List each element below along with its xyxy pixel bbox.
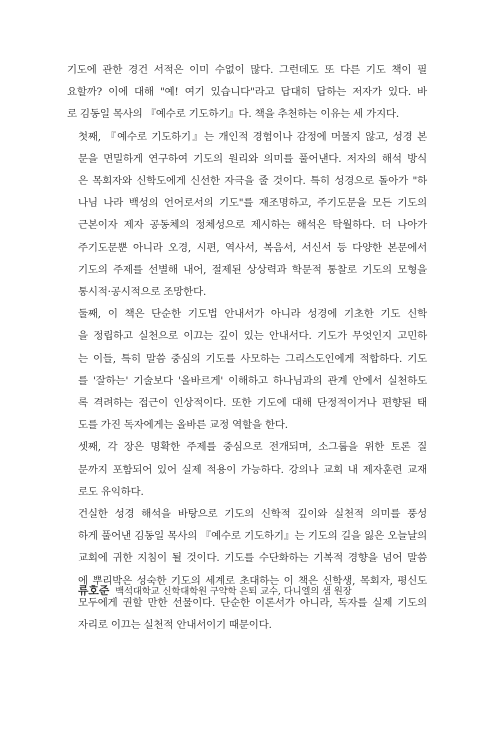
text-line: 모두에게 권할 만한 선물이다. 단순한 이론서가 아니라, 독자를 실제 기도의 [78, 596, 427, 609]
text-line: 건실한 성경 해석을 바탕으로 기도의 신학적 깊이와 실천적 의미를 풍성 [78, 508, 427, 521]
text-line: 를 '잘하는' 기술보다 '올바르게' 이해하고 하나님과의 관계 안에서 실천하도 [78, 374, 427, 387]
endorser-name: 류호준 [78, 584, 110, 597]
text-line: 문까지 포함되어 있어 실제 적용이 가능하다. 강의나 교회 내 제자훈련 교재 [78, 463, 427, 476]
paragraph [67, 436, 427, 503]
text-line: 교회에 귀한 지침이 될 것이다. 기도를 수단화하는 기복적 경향을 넘어 말씀 [78, 552, 427, 565]
text-line: 도를 가진 독자에게는 올바른 교정 역할을 한다. [78, 419, 288, 432]
text-line: 록 격려하는 접근이 인상적이다. 또한 기도에 대해 단정적이거나 편향된 태 [78, 397, 427, 410]
text-line: 은 목회자와 신학도에게 신선한 자극을 줄 것이다. 특히 성경으로 돌아가 "하 [78, 175, 427, 188]
endorser-signature [67, 579, 432, 598]
endorsement-text [67, 59, 427, 636]
text-line: 에 뿌리박은 성숙한 기도의 세계로 초대하는 이 책은 신학생, 목회자, 평신도 [78, 574, 427, 587]
text-line: 로도 유익하다. [78, 485, 144, 498]
paragraph [67, 59, 427, 126]
text-line: 둘째, 이 책은 단순한 기도법 안내서가 아니라 성경에 기초한 기도 신학 [78, 308, 427, 321]
text-line: 을 정립하고 실천으로 이끄는 깊이 있는 안내서다. 기도가 무엇인지 고민하 [78, 330, 427, 343]
paragraph [67, 503, 427, 636]
endorser-title: 백석대학교 신학대학원 구약학 은퇴 교수, 다니엘의 샘 원장 [115, 586, 352, 597]
text-line: 기도에 관한 경건 서적은 이미 수없이 많다. 그런데도 또 다른 기도 책이 필 [67, 64, 427, 76]
text-line: 로 김동일 목사의 『예수로 기도하기』다. 책을 추천하는 이유는 세 가지다. [67, 108, 400, 121]
text-line: 는 이들, 특히 말씀 중심의 기도를 사모하는 그리스도인에게 적합하다. 기도 [78, 352, 427, 365]
text-line: 첫째, 『예수로 기도하기』는 개인적 경험이나 감정에 머물지 않고, 성경 본 [78, 130, 427, 143]
text-line: 하게 풀어낸 김동일 목사의 『예수로 기도하기』는 기도의 길을 잃은 오늘날의 [78, 530, 427, 543]
text-line: 기도의 주제를 선별해 내어, 절제된 상상력과 학문적 통찰로 기도의 모형을 [78, 263, 427, 276]
text-line: 문을 면밀하게 연구하여 기도의 원리와 의미를 풀어낸다. 저자의 해석 방식 [78, 152, 427, 165]
text-line: 나님 나라 백성의 언어로서의 기도"를 재조명하고, 주기도문을 모든 기도의 [78, 197, 427, 210]
paragraph [67, 126, 427, 304]
text-line: 셋째, 각 장은 명확한 주제를 중심으로 전개되며, 소그룹을 위한 토론 질 [78, 441, 427, 454]
text-line: 근본이자 제자 공동체의 정체성으로 제시하는 해석은 탁월하다. 더 나아가 [78, 219, 427, 232]
text-line: 자리로 이끄는 실천적 안내서이기 때문이다. [78, 619, 272, 632]
text-line: 통시적·공시적으로 조망한다. [78, 286, 207, 299]
paragraph [67, 303, 427, 436]
text-line: 요할까? 이에 대해 "예! 여기 있습니다"라고 답대히 답하는 저자가 있다. 바 [67, 86, 427, 99]
text-line: 주기도문뿐 아니라 오경, 시편, 역사서, 복음서, 서신서 등 다양한 본문에서 [78, 241, 427, 254]
